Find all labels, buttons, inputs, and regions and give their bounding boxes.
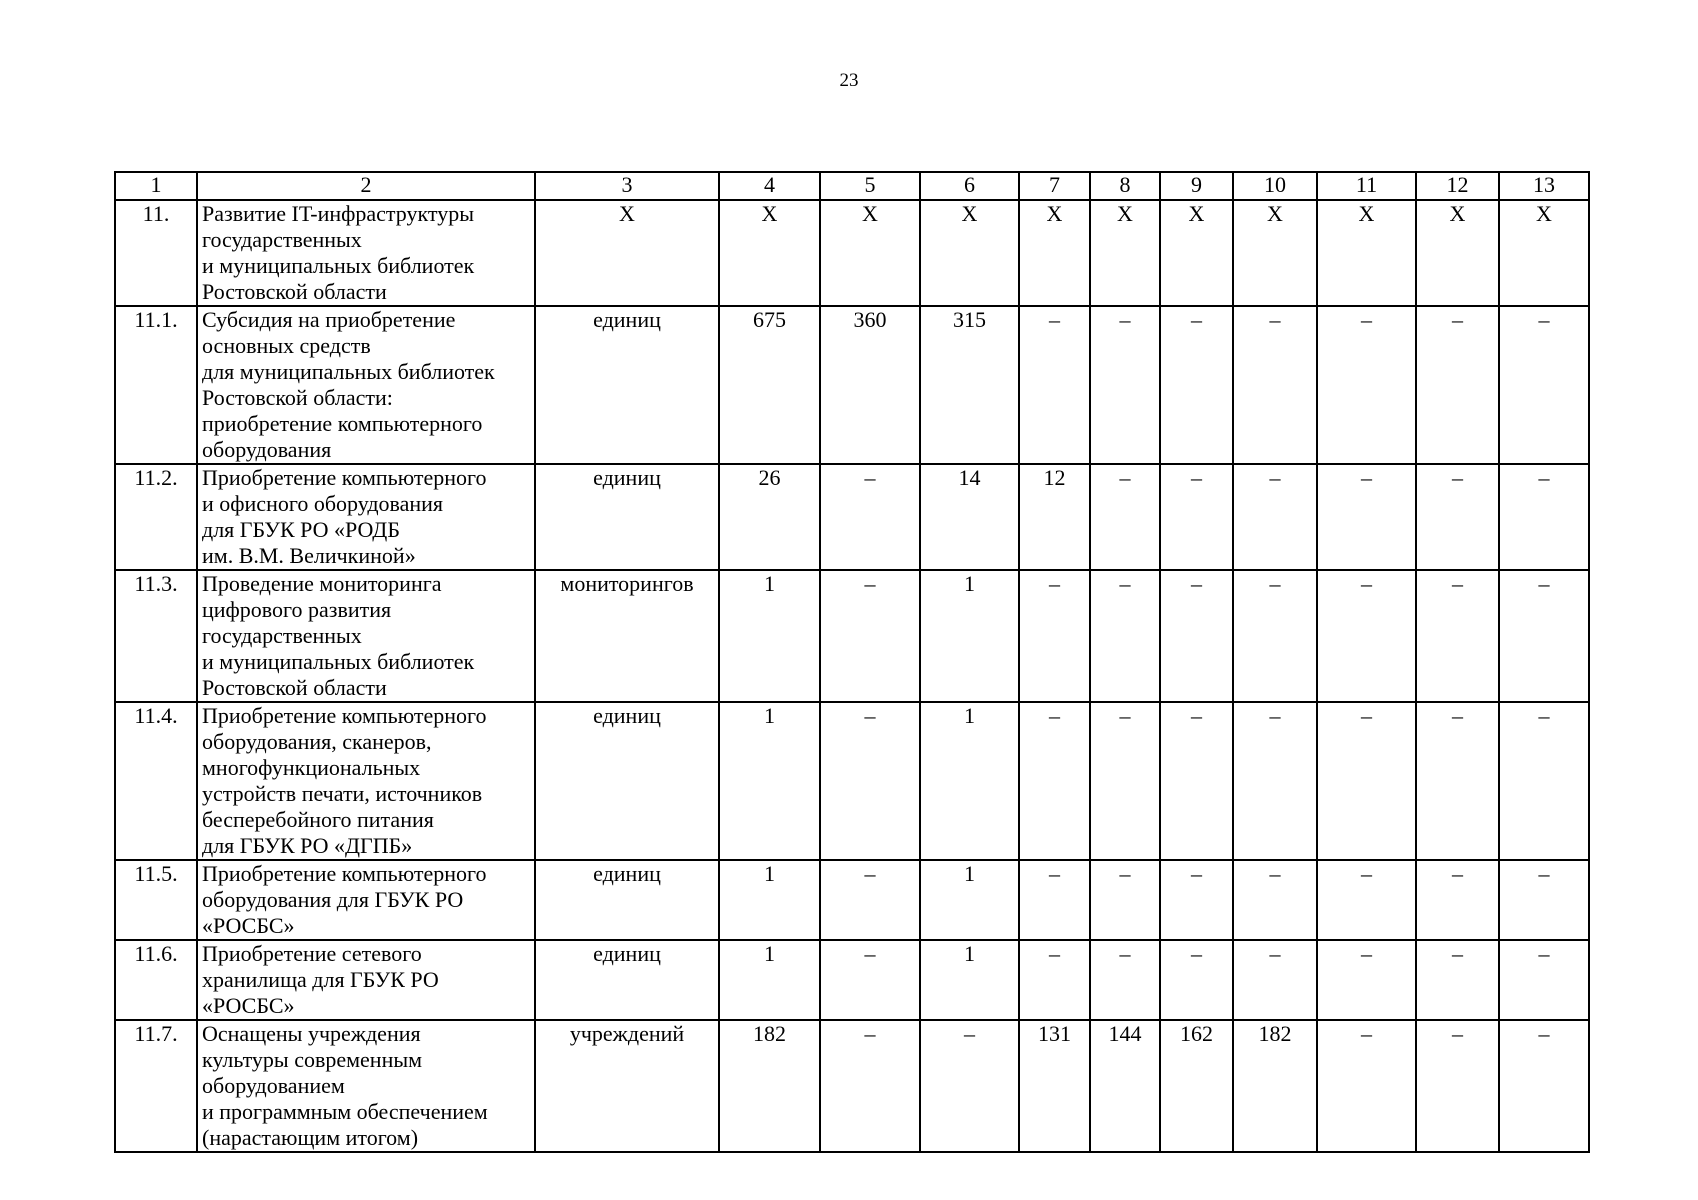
row-value-cell: 182 xyxy=(1233,1020,1317,1152)
row-value-cell: – xyxy=(1233,702,1317,860)
row-value-cell: 675 xyxy=(719,306,820,464)
row-value-cell: – xyxy=(1416,702,1499,860)
row-value-cell: 1 xyxy=(920,702,1019,860)
header-cell: 7 xyxy=(1019,172,1090,200)
row-value-cell: Х xyxy=(719,200,820,306)
row-value-cell: Х xyxy=(920,200,1019,306)
row-value-cell: – xyxy=(820,570,920,702)
header-cell: 2 xyxy=(197,172,535,200)
row-value-cell: – xyxy=(1416,464,1499,570)
row-name-cell: Оснащены учреждения культуры современным оборудованием и программным обеспечением (нарастающим итогом) xyxy=(197,1020,535,1152)
table-row xyxy=(115,860,1589,940)
row-value-cell: – xyxy=(1416,570,1499,702)
row-value-cell: – xyxy=(1160,940,1233,1020)
row-unit-cell: единиц xyxy=(535,464,719,570)
row-value-cell: 1 xyxy=(719,570,820,702)
row-value-cell: – xyxy=(820,860,920,940)
row-value-cell: – xyxy=(1317,464,1416,570)
row-value-cell: – xyxy=(1317,702,1416,860)
row-value-cell: Х xyxy=(1233,200,1317,306)
row-value-cell: Х xyxy=(1090,200,1160,306)
row-value-cell: 1 xyxy=(920,570,1019,702)
row-value-cell: – xyxy=(1499,940,1589,1020)
row-number-cell: 11. xyxy=(115,200,197,306)
row-value-cell: Х xyxy=(1019,200,1090,306)
row-value-cell: 12 xyxy=(1019,464,1090,570)
row-value-cell: 26 xyxy=(719,464,820,570)
table-header-row xyxy=(115,172,1589,200)
row-name-cell: Приобретение компьютерного и офисного оборудования для ГБУК РО «РОДБ им. В.М. Величкиной» xyxy=(197,464,535,570)
row-number-cell: 11.4. xyxy=(115,702,197,860)
row-value-cell: – xyxy=(1317,1020,1416,1152)
row-unit-cell: единиц xyxy=(535,860,719,940)
row-value-cell: – xyxy=(1499,306,1589,464)
header-cell: 3 xyxy=(535,172,719,200)
row-value-cell: – xyxy=(820,702,920,860)
row-value-cell: – xyxy=(1019,306,1090,464)
header-cell: 13 xyxy=(1499,172,1589,200)
header-cell: 9 xyxy=(1160,172,1233,200)
row-value-cell: Х xyxy=(1160,200,1233,306)
row-value-cell: – xyxy=(1233,306,1317,464)
row-value-cell: – xyxy=(1416,860,1499,940)
header-cell: 11 xyxy=(1317,172,1416,200)
row-value-cell: – xyxy=(1019,570,1090,702)
row-value-cell: 131 xyxy=(1019,1020,1090,1152)
row-value-cell: – xyxy=(1317,306,1416,464)
row-value-cell: – xyxy=(1090,570,1160,702)
row-value-cell: Х xyxy=(1317,200,1416,306)
header-cell: 5 xyxy=(820,172,920,200)
row-value-cell: – xyxy=(1019,940,1090,1020)
row-unit-cell: мониторингов xyxy=(535,570,719,702)
row-value-cell: 162 xyxy=(1160,1020,1233,1152)
row-value-cell: 1 xyxy=(920,860,1019,940)
row-value-cell: – xyxy=(920,1020,1019,1152)
row-value-cell: Х xyxy=(820,200,920,306)
row-value-cell: 1 xyxy=(719,702,820,860)
row-value-cell: 1 xyxy=(719,940,820,1020)
row-value-cell: – xyxy=(1160,702,1233,860)
row-value-cell: – xyxy=(1160,464,1233,570)
row-name-cell: Развитие IT-инфраструктуры государственных и муниципальных библиотек Ростовской области xyxy=(197,200,535,306)
row-value-cell: – xyxy=(1090,860,1160,940)
row-name-cell: Приобретение компьютерного оборудования, сканеров, многофункциональных устройств печати, источников бесперебойного питания для ГБУК РО «ДГПБ» xyxy=(197,702,535,860)
row-value-cell: – xyxy=(1090,702,1160,860)
table-row xyxy=(115,464,1589,570)
row-value-cell: – xyxy=(820,1020,920,1152)
row-unit-cell: единиц xyxy=(535,306,719,464)
row-value-cell: – xyxy=(820,940,920,1020)
row-value-cell: – xyxy=(820,464,920,570)
row-value-cell: 1 xyxy=(920,940,1019,1020)
header-cell: 8 xyxy=(1090,172,1160,200)
row-value-cell: Х xyxy=(1499,200,1589,306)
row-name-cell: Проведение мониторинга цифрового развития государственных и муниципальных библиотек Ростовской области xyxy=(197,570,535,702)
table-row xyxy=(115,306,1589,464)
row-value-cell: – xyxy=(1317,860,1416,940)
row-value-cell: – xyxy=(1499,1020,1589,1152)
row-value-cell: 315 xyxy=(920,306,1019,464)
page-number: 23 xyxy=(839,70,859,91)
row-value-cell: – xyxy=(1416,306,1499,464)
row-value-cell: – xyxy=(1499,464,1589,570)
table-row xyxy=(115,702,1589,860)
indicators-table xyxy=(114,171,1590,1153)
row-name-cell: Субсидия на приобретение основных средств для муниципальных библиотек Ростовской области: приобретение компьютерного оборудования xyxy=(197,306,535,464)
row-value-cell: – xyxy=(1233,570,1317,702)
header-cell: 10 xyxy=(1233,172,1317,200)
table-row xyxy=(115,200,1589,306)
row-value-cell: 1 xyxy=(719,860,820,940)
row-unit-cell: единиц xyxy=(535,702,719,860)
row-value-cell: – xyxy=(1416,940,1499,1020)
row-value-cell: – xyxy=(1233,464,1317,570)
row-number-cell: 11.1. xyxy=(115,306,197,464)
header-cell: 1 xyxy=(115,172,197,200)
row-value-cell: – xyxy=(1317,570,1416,702)
row-value-cell: 14 xyxy=(920,464,1019,570)
row-value-cell: 360 xyxy=(820,306,920,464)
row-value-cell: – xyxy=(1160,306,1233,464)
row-value-cell: – xyxy=(1160,570,1233,702)
row-value-cell: Х xyxy=(1416,200,1499,306)
row-value-cell: – xyxy=(1416,1020,1499,1152)
row-value-cell: – xyxy=(1499,570,1589,702)
header-cell: 4 xyxy=(719,172,820,200)
row-number-cell: 11.2. xyxy=(115,464,197,570)
row-value-cell: – xyxy=(1233,860,1317,940)
row-value-cell: – xyxy=(1019,702,1090,860)
header-cell: 6 xyxy=(920,172,1019,200)
row-value-cell: – xyxy=(1090,306,1160,464)
row-value-cell: 182 xyxy=(719,1020,820,1152)
table-row xyxy=(115,1020,1589,1152)
row-number-cell: 11.3. xyxy=(115,570,197,702)
row-name-cell: Приобретение компьютерного оборудования для ГБУК РО «РОСБС» xyxy=(197,860,535,940)
row-number-cell: 11.6. xyxy=(115,940,197,1020)
row-value-cell: – xyxy=(1499,702,1589,860)
row-value-cell: – xyxy=(1090,464,1160,570)
row-value-cell: – xyxy=(1317,940,1416,1020)
row-value-cell: – xyxy=(1160,860,1233,940)
header-cell: 12 xyxy=(1416,172,1499,200)
row-unit-cell: единиц xyxy=(535,940,719,1020)
row-value-cell: – xyxy=(1090,940,1160,1020)
row-unit-cell: учреждений xyxy=(535,1020,719,1152)
table-row xyxy=(115,570,1589,702)
row-number-cell: 11.5. xyxy=(115,860,197,940)
row-value-cell: 144 xyxy=(1090,1020,1160,1152)
row-value-cell: – xyxy=(1019,860,1090,940)
row-name-cell: Приобретение сетевого хранилища для ГБУК РО «РОСБС» xyxy=(197,940,535,1020)
row-value-cell: – xyxy=(1499,860,1589,940)
row-unit-cell: Х xyxy=(535,200,719,306)
row-value-cell: – xyxy=(1233,940,1317,1020)
row-number-cell: 11.7. xyxy=(115,1020,197,1152)
table-row xyxy=(115,940,1589,1020)
